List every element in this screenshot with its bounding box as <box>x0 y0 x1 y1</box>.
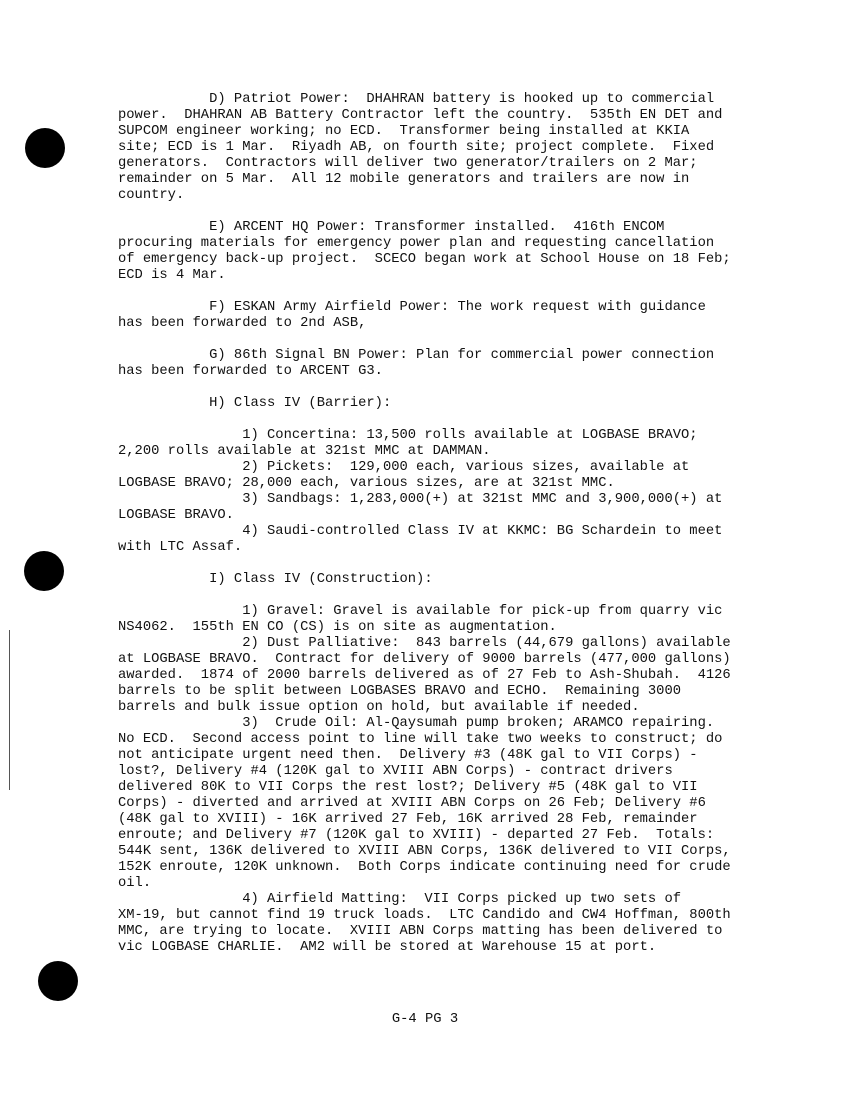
punch-hole <box>38 961 78 1001</box>
text-line: enroute; and Delivery #7 (120K gal to XVIII) - departed 27 Feb. Totals: <box>118 828 715 843</box>
text-line: LOGBASE BRAVO; 28,000 each, various sizes, are at 321st MMC. <box>118 476 615 491</box>
paragraph-gap <box>118 204 758 220</box>
text-line: SUPCOM engineer working; no ECD. Transformer being installed at KKIA <box>118 124 690 139</box>
paragraph-gap <box>118 412 758 428</box>
paragraph-gap <box>118 284 758 300</box>
text-line: MMC, are trying to locate. XVIII ABN Corps matting has been delivered to <box>118 924 723 939</box>
text-line: with LTC Assaf. <box>118 540 243 555</box>
text-line: F) ESKAN Army Airfield Power: The work request with guidance <box>118 300 706 315</box>
text-line: 3) Sandbags: 1,283,000(+) at 321st MMC and 3,900,000(+) at <box>118 492 723 507</box>
text-line: H) Class IV (Barrier): <box>118 396 392 411</box>
text-line: 152K enroute, 120K unknown. Both Corps indicate continuing need for crude <box>118 860 731 875</box>
text-line: 1) Gravel: Gravel is available for pick-up from quarry vic <box>118 604 723 619</box>
text-line: D) Patriot Power: DHAHRAN battery is hooked up to commercial <box>118 92 715 107</box>
text-line: generators. Contractors will deliver two generator/trailers on 2 Mar; <box>118 156 698 171</box>
text-line: has been forwarded to 2nd ASB, <box>118 316 367 331</box>
text-line: not anticipate urgent need then. Delivery #3 (48K gal to VII Corps) - <box>118 748 698 763</box>
text-line: ECD is 4 Mar. <box>118 268 226 283</box>
text-line: has been forwarded to ARCENT G3. <box>118 364 383 379</box>
text-line: site; ECD is 1 Mar. Riyadh AB, on fourth site; project complete. Fixed <box>118 140 715 155</box>
paragraph-gap <box>118 556 758 572</box>
text-line: 2,200 rolls available at 321st MMC at DAMMAN. <box>118 444 491 459</box>
text-line: (48K gal to XVIII) - 16K arrived 27 Feb, 16K arrived 28 Feb, remainder <box>118 812 698 827</box>
text-line: 3) Crude Oil: Al-Qaysumah pump broken; ARAMCO repairing. <box>118 716 715 731</box>
text-line: power. DHAHRAN AB Battery Contractor left the country. 535th EN DET and <box>118 108 723 123</box>
text-line: 4) Saudi-controlled Class IV at KKMC: BG Schardein to meet <box>118 524 723 539</box>
text-line: barrels to be split between LOGBASES BRAVO and ECHO. Remaining 3000 <box>118 684 682 699</box>
document-body <box>118 92 758 956</box>
text-line: barrels and bulk issue option on hold, but available if needed. <box>118 700 640 715</box>
text-line: procuring materials for emergency power plan and requesting cancellation <box>118 236 715 251</box>
text-line: 544K sent, 136K delivered to XVIII ABN Corps, 136K delivered to VII Corps, <box>118 844 731 859</box>
text-line: I) Class IV (Construction): <box>118 572 433 587</box>
text-line: XM-19, but cannot find 19 truck loads. LTC Candido and CW4 Hoffman, 800th <box>118 908 731 923</box>
text-line: 4) Airfield Matting: VII Corps picked up two sets of <box>118 892 682 907</box>
paragraph-gap <box>118 588 758 604</box>
text-line: G) 86th Signal BN Power: Plan for commercial power connection <box>118 348 715 363</box>
text-line: at LOGBASE BRAVO. Contract for delivery of 9000 barrels (477,000 gallons) <box>118 652 731 667</box>
text-line: oil. <box>118 876 152 891</box>
text-line: 1) Concertina: 13,500 rolls available at LOGBASE BRAVO; <box>118 428 698 443</box>
punch-hole <box>24 551 64 591</box>
text-line: LOGBASE BRAVO. <box>118 508 234 523</box>
scan-edge-line <box>9 630 10 790</box>
text-line: No ECD. Second access point to line will take two weeks to construct; do <box>118 732 723 747</box>
text-line: NS4062. 155th EN CO (CS) is on site as augmentation. <box>118 620 557 635</box>
text-line: vic LOGBASE CHARLIE. AM2 will be stored at Warehouse 15 at port. <box>118 940 657 955</box>
text-line: E) ARCENT HQ Power: Transformer installed. 416th ENCOM <box>118 220 665 235</box>
text-line: remainder on 5 Mar. All 12 mobile generators and trailers are now in <box>118 172 690 187</box>
punch-hole <box>25 128 65 168</box>
text-line: lost?, Delivery #4 (120K gal to XVIII ABN Corps) - contract drivers <box>118 764 673 779</box>
text-line: Corps) - diverted and arrived at XVIII ABN Corps on 26 Feb; Delivery #6 <box>118 796 706 811</box>
page-footer: G-4 PG 3 <box>391 1012 459 1027</box>
paragraph-gap <box>118 332 758 348</box>
text-line: 2) Dust Palliative: 843 barrels (44,679 gallons) available <box>118 636 731 651</box>
text-line: country. <box>118 188 185 203</box>
paragraph-gap <box>118 380 758 396</box>
text-line: of emergency back-up project. SCECO began work at School House on 18 Feb; <box>118 252 731 267</box>
text-line: delivered 80K to VII Corps the rest lost?; Delivery #5 (48K gal to VII <box>118 780 698 795</box>
text-line: 2) Pickets: 129,000 each, various sizes, available at <box>118 460 690 475</box>
text-line: awarded. 1874 of 2000 barrels delivered as of 27 Feb to Ash-Shubah. 4126 <box>118 668 731 683</box>
